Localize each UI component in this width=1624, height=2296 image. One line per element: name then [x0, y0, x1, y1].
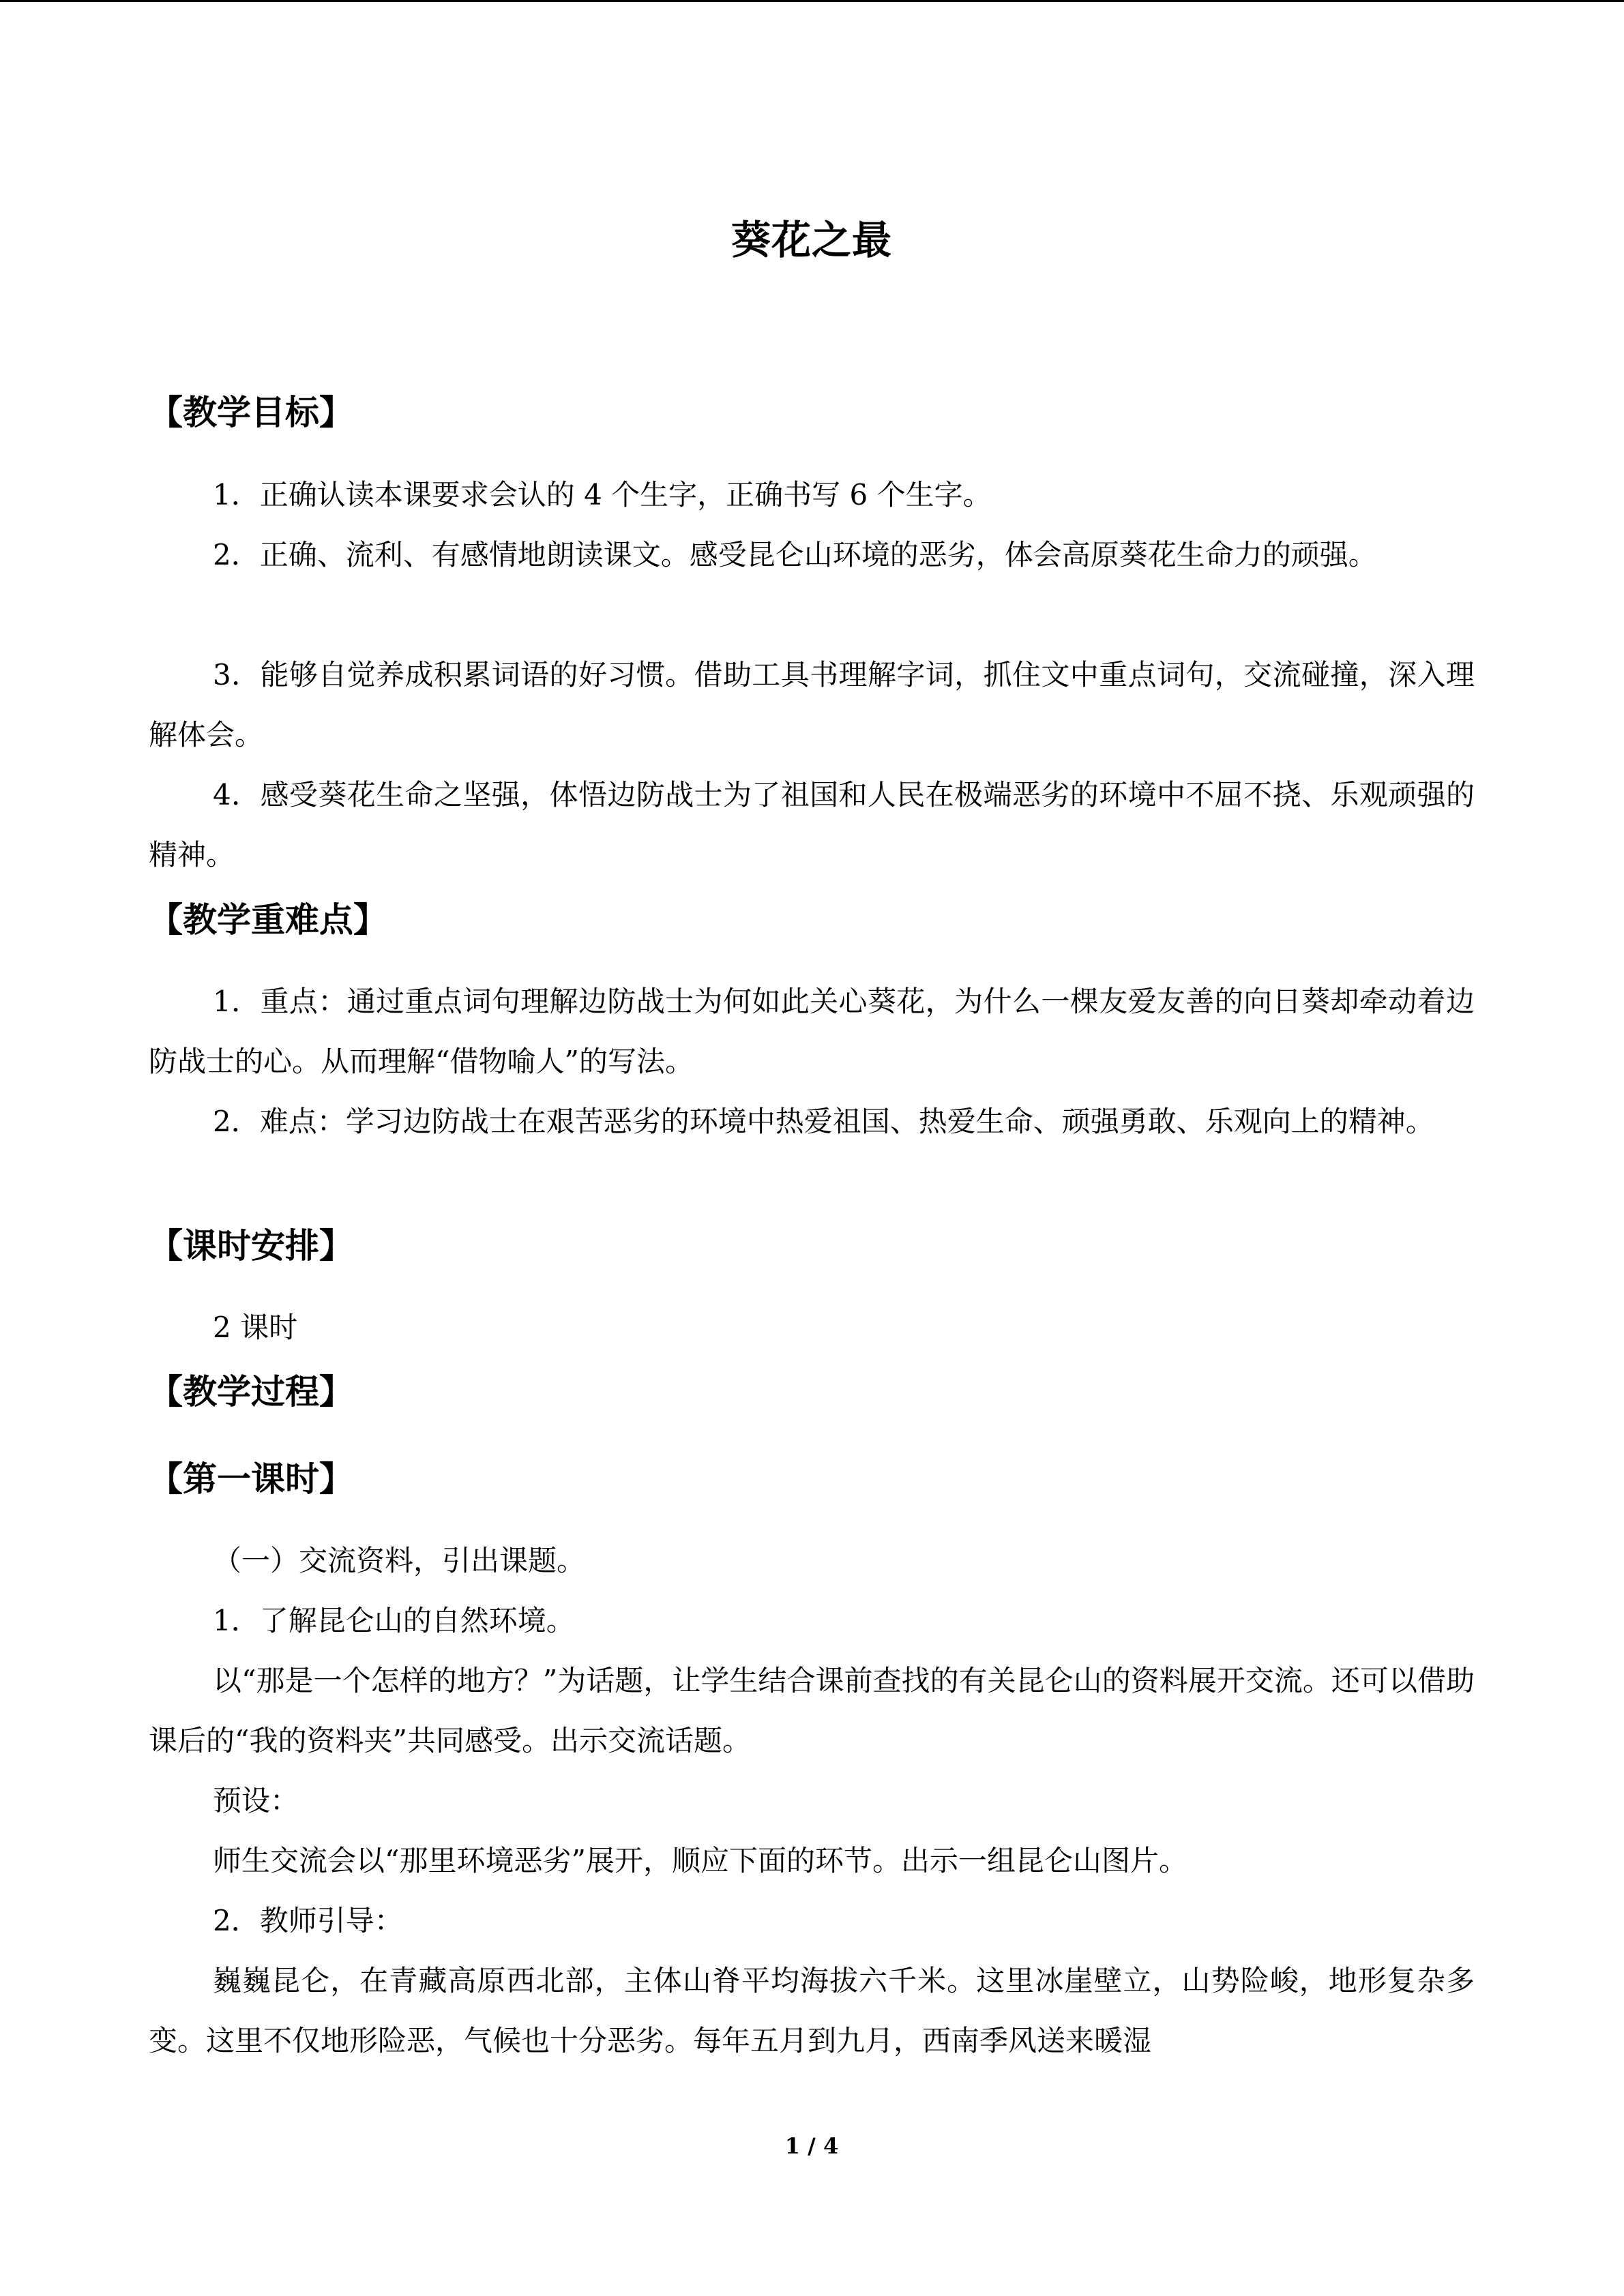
- lesson-step-5: 师生交流会以“那里环境恶劣”展开，顺应下面的环节。出示一组昆仑山图片。: [213, 1844, 1187, 1877]
- key-point-item-2: 2．难点：学习边防战士在艰苦恶劣的环境中热爱祖国、热爱生命、顽强勇敢、乐观向上的精神。: [213, 1105, 1434, 1138]
- objective-item-1: 1．正确认读本课要求会认的 4 个生字，正确书写 6 个生字。: [213, 478, 992, 511]
- section-heading-key-points: 【教学重难点】: [149, 900, 387, 940]
- lesson-step-1: （一）交流资料，引出课题。: [213, 1544, 586, 1577]
- lesson-step-7: 巍巍昆仑，在青藏高原西北部，主体山脊平均海拔六千米。这里冰崖壁立，山势险峻，地形复杂多变。这里不仅地形险恶，气候也十分恶劣。每年五月到九月，西南季风送来暖湿: [149, 1964, 1475, 2057]
- section-heading-first-lesson: 【第一课时】: [149, 1459, 353, 1499]
- document-title: 葵花之最: [730, 217, 892, 263]
- objective-item-4: 4．感受葵花生命之坚强，体悟边防战士为了祖国和人民在极端恶劣的环境中不屈不挠、乐观顽强的精神。: [149, 778, 1475, 871]
- top-border-line: [0, 0, 1624, 2]
- objective-item-2: 2．正确、流利、有感情地朗读课文。感受昆仑山环境的恶劣，体会高原葵花生命力的顽强。: [213, 538, 1377, 571]
- page-number: 1 / 4: [784, 2133, 839, 2159]
- section-heading-schedule: 【课时安排】: [149, 1226, 353, 1266]
- objective-item-3: 3．能够自觉养成积累词语的好习惯。借助工具书理解字词，抓住文中重点词句，交流碰撞，深入理解体会。: [149, 658, 1475, 751]
- schedule-text: 2 课时: [213, 1311, 298, 1344]
- section-heading-process: 【教学过程】: [149, 1372, 353, 1412]
- lesson-step-4: 预设：: [213, 1784, 299, 1817]
- section-heading-objectives: 【教学目标】: [149, 393, 353, 432]
- key-point-item-1: 1．重点：通过重点词句理解边防战士为何如此关心葵花，为什么一棵友爱友善的向日葵却牵动着边防战士的心。从而理解“借物喻人”的写法。: [149, 985, 1475, 1078]
- lesson-step-3: 以“那是一个怎样的地方？”为话题，让学生结合课前查找的有关昆仑山的资料展开交流。还可以借助课后的“我的资料夹”共同感受。出示交流话题。: [149, 1664, 1475, 1757]
- lesson-step-6: 2．教师引导：: [213, 1904, 403, 1937]
- lesson-step-2: 1．了解昆仑山的自然环境。: [213, 1604, 575, 1637]
